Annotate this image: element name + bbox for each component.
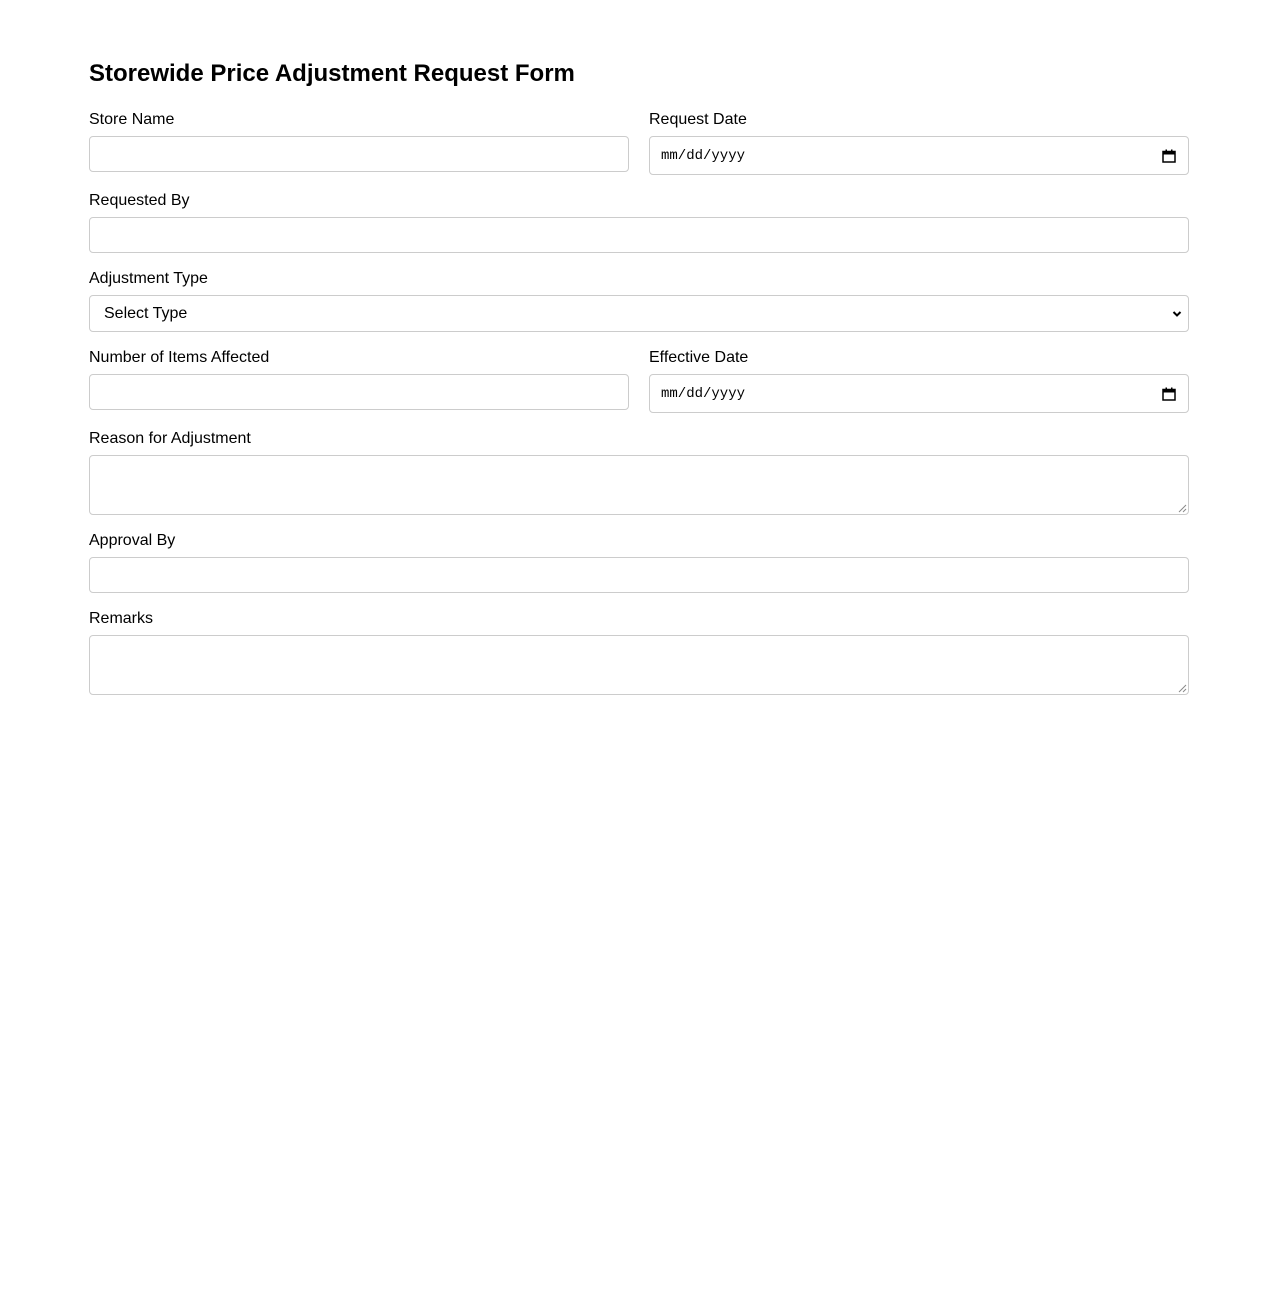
- items-affected-input[interactable]: [89, 374, 629, 410]
- remarks-group: [89, 610, 1189, 695]
- chevron-down-icon: [1172, 310, 1182, 318]
- adjustment-type-group: [89, 270, 1189, 332]
- requested-by-input[interactable]: [89, 217, 1189, 253]
- store-name-group: [89, 111, 629, 172]
- request-date-label: Request Date: [649, 111, 747, 128]
- approval-by-label: Approval By: [89, 532, 176, 549]
- store-name-label: Store Name: [89, 111, 175, 128]
- approval-by-group: [89, 532, 1189, 593]
- requested-by-label: Requested By: [89, 192, 190, 209]
- items-affected-group: [89, 349, 629, 410]
- effective-date-placeholder: mm/dd/yyyy: [661, 385, 746, 402]
- calendar-icon[interactable]: [1162, 387, 1176, 401]
- effective-date-label: Effective Date: [649, 349, 749, 366]
- request-date-placeholder: mm/dd/yyyy: [661, 147, 746, 164]
- adjustment-type-value: Select Type: [104, 304, 188, 322]
- request-date-group: [649, 111, 1189, 175]
- resize-handle-icon[interactable]: [1178, 684, 1187, 693]
- reason-label: Reason for Adjustment: [89, 430, 251, 447]
- adjustment-type-select[interactable]: [89, 295, 1189, 332]
- remarks-textarea[interactable]: [89, 635, 1189, 695]
- reason-group: [89, 430, 1189, 515]
- page-title: Storewide Price Adjustment Request Form: [89, 60, 575, 87]
- approval-by-input[interactable]: [89, 557, 1189, 593]
- items-affected-label: Number of Items Affected: [89, 349, 270, 366]
- request-date-input[interactable]: [649, 136, 1189, 175]
- reason-textarea[interactable]: [89, 455, 1189, 515]
- remarks-label: Remarks: [89, 610, 154, 627]
- requested-by-group: [89, 192, 1189, 253]
- resize-handle-icon[interactable]: [1178, 504, 1187, 513]
- effective-date-input[interactable]: [649, 374, 1189, 413]
- effective-date-group: [649, 349, 1189, 413]
- calendar-icon[interactable]: [1162, 149, 1176, 163]
- store-name-input[interactable]: [89, 136, 629, 172]
- adjustment-type-label: Adjustment Type: [89, 270, 208, 287]
